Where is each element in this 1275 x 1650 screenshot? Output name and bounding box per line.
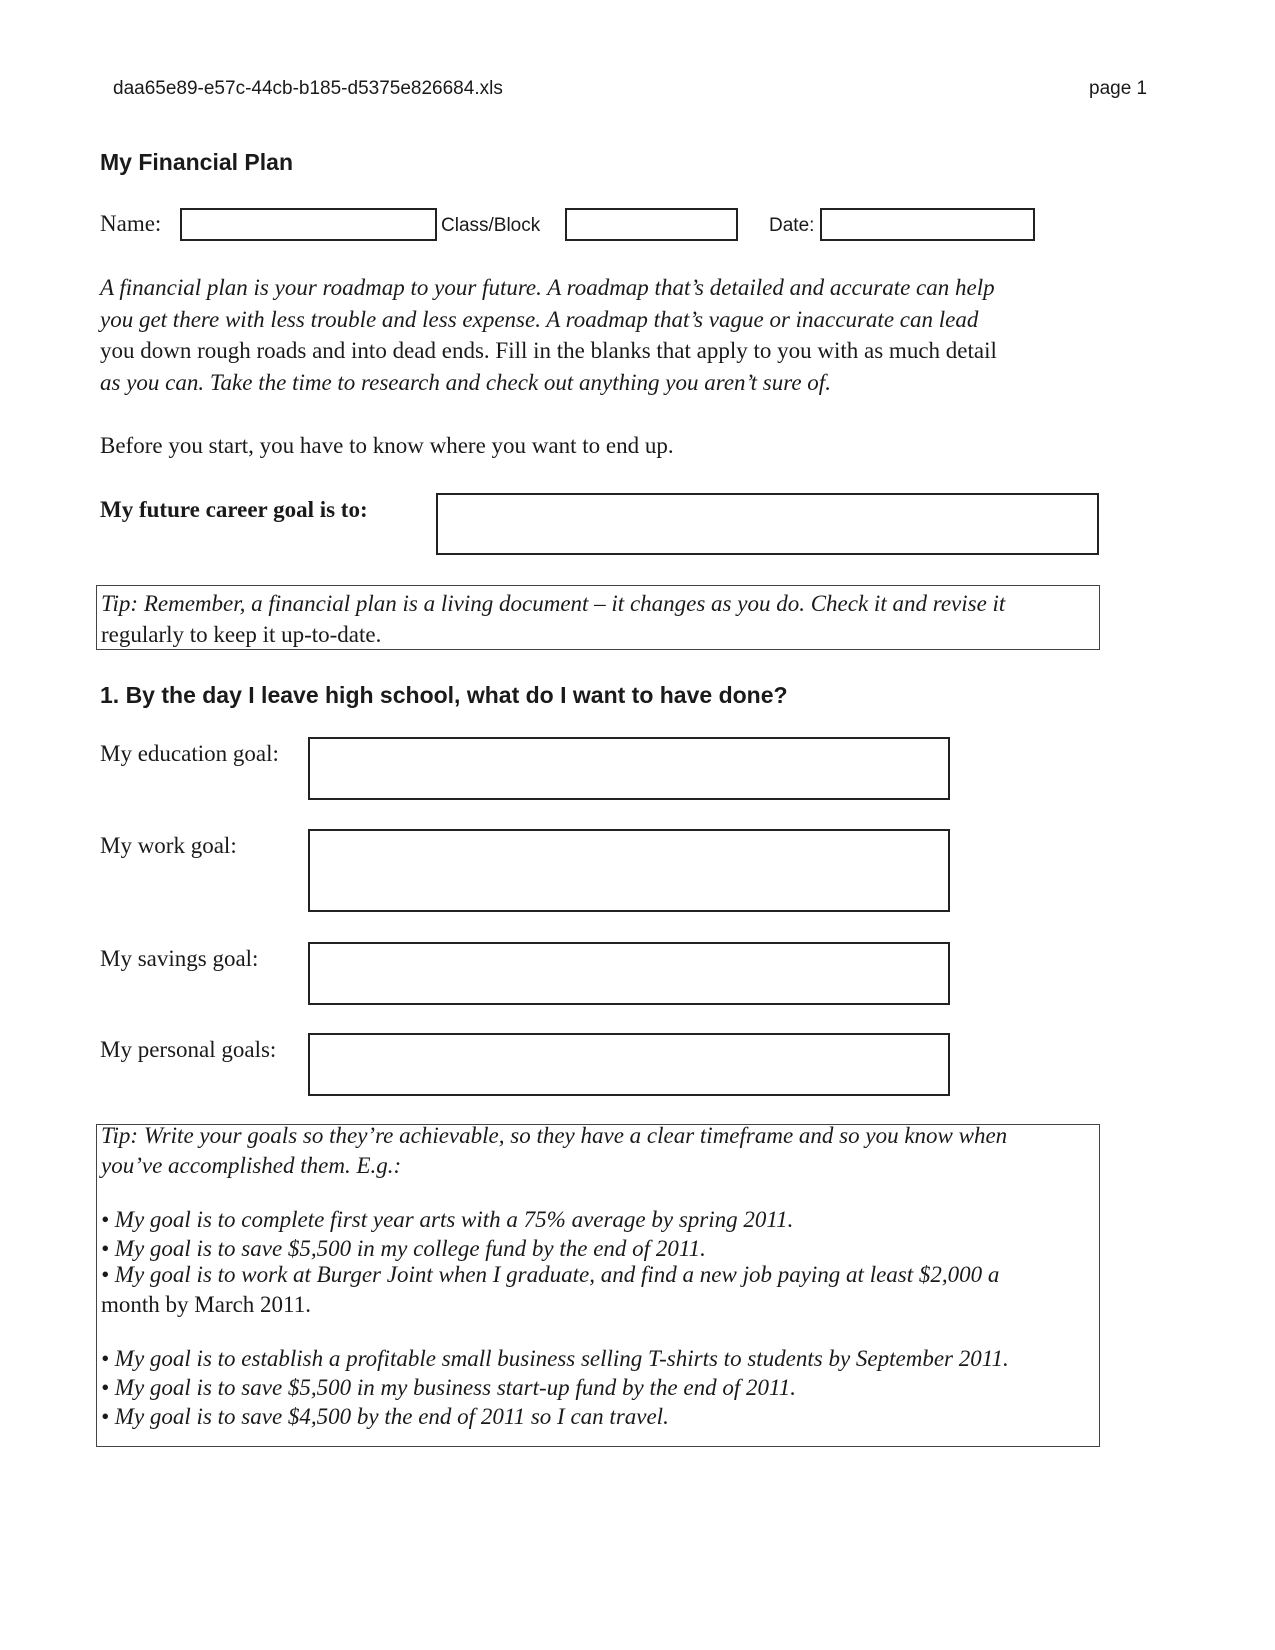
tip2-line-1: Tip: Write your goals so they’re achievable, so they have a clear timeframe and so you know when [101, 1123, 1008, 1148]
intro-line-1: A financial plan is your roadmap to your future. A roadmap that’s detailed and accurate can help [100, 275, 995, 300]
date-field[interactable] [820, 208, 1035, 241]
tip-living-document [96, 585, 1100, 650]
career-goal-label: My future career goal is to: [100, 497, 368, 522]
example-goal-4: • My goal is to establish a profitable small business selling T-shirts to students by September 2011. [101, 1346, 1009, 1371]
section-1-heading: 1. By the day I leave high school, what do I want to have done? [100, 682, 788, 708]
tip-goal-examples [96, 1124, 1100, 1447]
document-filename: daa65e89-e57c-44cb-b185-d5375e826684.xls [113, 78, 503, 99]
example-goal-5: • My goal is to save $5,500 in my business start-up fund by the end of 2011. [101, 1375, 796, 1400]
intro-paragraph [100, 272, 1100, 398]
example-goal-3: • My goal is to work at Burger Joint when I graduate, and find a new job paying at least $2,000 a [101, 1262, 1000, 1287]
tip2-line-2: you’ve accomplished them. E.g.: [101, 1153, 402, 1178]
date-label: Date: [769, 215, 815, 236]
intro-line-4: as you can. Take the time to research and check out anything you aren’t sure of. [100, 369, 831, 395]
name-label: Name: [100, 211, 162, 236]
class-block-label: Class/Block [441, 215, 541, 236]
class-block-field[interactable] [565, 208, 738, 241]
work-goal-field[interactable] [308, 829, 950, 912]
example-goal-2: • My goal is to save $5,500 in my college fund by the end of 2011. [101, 1236, 706, 1261]
name-field[interactable] [180, 208, 437, 241]
example-goal-1: • My goal is to complete first year arts with a 75% average by spring 2011. [101, 1207, 794, 1232]
work-goal-label: My work goal: [100, 833, 237, 858]
savings-goal-field[interactable] [308, 942, 950, 1005]
personal-goals-field[interactable] [308, 1033, 950, 1096]
page-number: page 1 [1089, 78, 1148, 99]
intro-line-2: you get there with less trouble and less expense. A roadmap that’s vague or inaccurate can lead [100, 306, 979, 332]
page-title: My Financial Plan [100, 149, 293, 175]
tip1-line-1: Tip: Remember, a financial plan is a living document – it changes as you do. Check it and revise it [101, 591, 1006, 616]
education-goal-field[interactable] [308, 737, 950, 800]
personal-goals-label: My personal goals: [100, 1037, 277, 1062]
intro-line-3: you down rough roads and into dead ends. Fill in the blanks that apply to you with as much detail [100, 338, 997, 363]
before-start-text: Before you start, you have to know where you want to end up. [100, 433, 674, 458]
example-goal-3-continued: month by March 2011. [101, 1292, 311, 1317]
education-goal-label: My education goal: [100, 741, 279, 766]
career-goal-field[interactable] [436, 493, 1099, 555]
example-goal-6: • My goal is to save $4,500 by the end of 2011 so I can travel. [101, 1404, 669, 1429]
savings-goal-label: My savings goal: [100, 946, 259, 971]
tip1-line-2: regularly to keep it up-to-date. [101, 622, 382, 647]
